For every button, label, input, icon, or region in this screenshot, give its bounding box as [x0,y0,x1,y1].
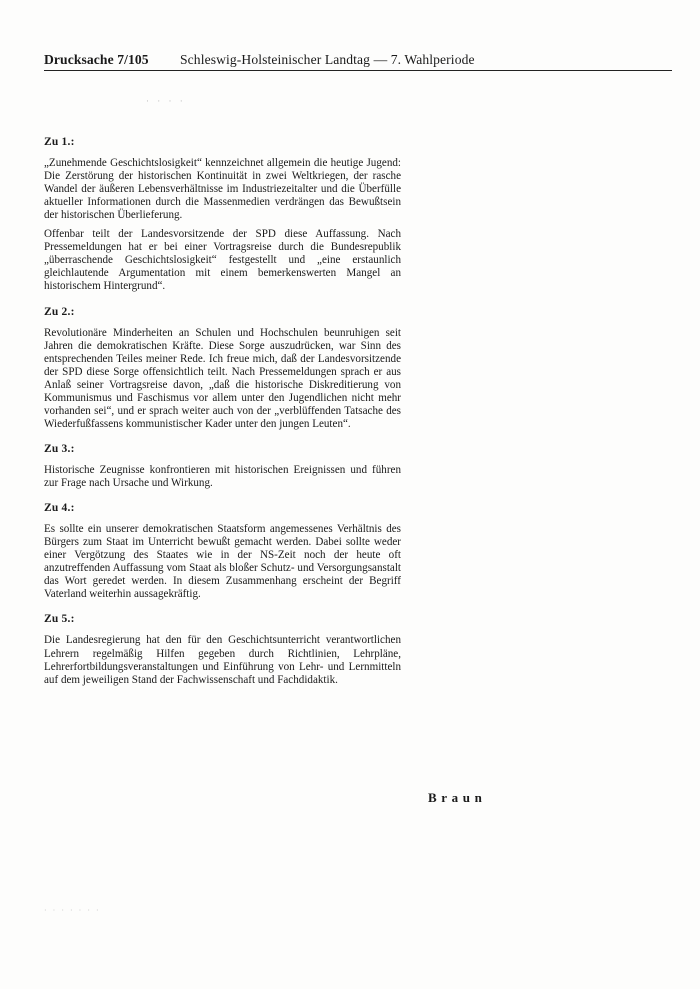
section-heading: Zu 3.: [44,442,75,455]
section-4 [44,502,401,601]
section-5 [44,613,401,686]
section-2 [44,306,401,431]
scan-speckle-bottom: · · · · · · · [44,906,101,915]
scan-speckle-top: · · · · [146,96,186,106]
paragraph: „Zunehmende Geschichtslosigkeit“ kennzeichnet allgemein die heutige Jugend: Die Zerstörung der historischen Kontinuität in zwei Weltkriegen, der rasche Wandel der äußeren Lebensverhältnisse im Industriezeitalter und die Überfülle aktueller Informationen durch die Massenmedien verdrängen das Bewußtsein der historischen Überlieferung. [44,157,401,222]
section-heading: Zu 2.: [44,305,75,318]
section-heading: Zu 4.: [44,502,75,515]
paragraph: Offenbar teilt der Landesvorsitzende der SPD diese Auffassung. Nach Pressemeldungen hat er bei einer Vortragsreise durch die Bundesrepublik „überraschende Geschichtslosigkeit“ festgestellt und „eine erstaunlich gleichlautende Argumentation mit einem bemerkenswerten Mangel an historischem Hintergrund“. [44,228,401,293]
section-heading: Zu 1.: [44,136,75,148]
paragraph: Revolutionäre Minderheiten an Schulen und Hochschulen beunruhigen seit Jahren die demokratischen Kräfte. Diese Sorge auszudrücken, war Sinn des entsprechenden Teiles meiner Rede. Ich freue mich, daß der Landesvorsitzende der SPD diese Sorge offensichtlich teilt. Nach Pressemeldungen sprach er aus Anlaß seiner Vortragsreise davon, „daß die historische Diskreditierung von Kommunismus und Faschismus vor allem unter den Jugendlichen nicht mehr vorhanden sei“, und er sprach weiter auch von der „verblüffenden Tatsache des Wiederfußfassens kommunistischer Kader unter den jungen Leuten“. [44,326,401,430]
paragraph: Die Landesregierung hat den für den Geschichtsunterricht verantwortlichen Lehrern regelmäßig Hilfen gegeben durch Richtlinien, Lehrpläne, Lehrerfortbildungsveranstaltungen und Einführung von Lehr- und Lernmitteln auf dem jeweiligen Stand der Fachwissenschaft und Fachdidaktik. [44,634,401,686]
signature-name: Braun [428,790,487,805]
document-number: Drucksache 7/105 [44,52,149,67]
document-body [44,136,401,699]
section-1 [44,136,401,294]
parliament-title: Schleswig-Holsteinischer Landtag — 7. Wahlperiode [180,52,475,67]
page-header [44,48,672,71]
paragraph: Historische Zeugnisse konfrontieren mit historischen Ereignissen und führen zur Frage nach Ursache und Wirkung. [44,463,401,490]
section-heading: Zu 5.: [44,613,75,626]
section-3 [44,443,401,490]
paragraph: Es sollte ein unserer demokratischen Staatsform angemessenes Verhältnis des Bürgers zum Staat im Unterricht bewußt gemacht werden. Dabei sollte weder einer Vergötzung des Staates wie in der NS-Zeit noch der heute oft anzutreffenden Auffassung vom Staat als bloßer Schutz- und Versorgungsanstalt das Wort geredet werden. In diesem Zusammenhang erscheint der Begriff Vaterland weiterhin aussagekräftig. [44,523,401,601]
